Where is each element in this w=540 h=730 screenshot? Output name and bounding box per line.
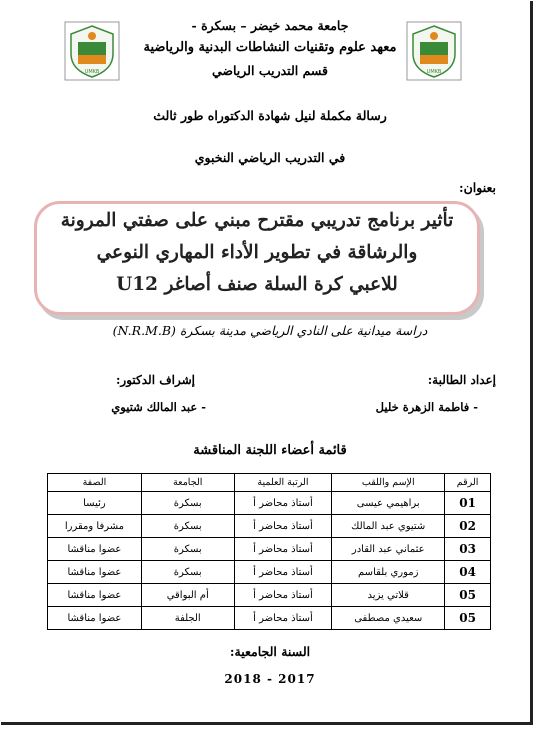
cell-rank: أستاذ محاضر أ xyxy=(234,492,332,515)
title-line-2: والرشاقة في تطوير الأداء المهاري النوعي xyxy=(96,242,418,263)
cell-name: شتيوي عبد المالك xyxy=(332,515,445,538)
cell-university: بسكرة xyxy=(141,561,234,584)
cell-number: 02 xyxy=(445,515,491,538)
cell-role: عضوا مناقشا xyxy=(48,607,142,630)
table-row xyxy=(48,492,491,515)
cell-rank: أستاذ محاضر أ xyxy=(234,561,332,584)
cell-rank: أستاذ محاضر أ xyxy=(234,607,332,630)
cell-rank: أستاذ محاضر أ xyxy=(234,584,332,607)
table-header-row xyxy=(48,474,491,492)
cell-number: 03 xyxy=(445,538,491,561)
cell-role: عضوا مناقشا xyxy=(48,538,142,561)
svg-text:UMKB: UMKB xyxy=(426,69,442,75)
university-name: جامعة محمد خيضر – بسكرة - xyxy=(191,18,349,33)
cell-rank: أستاذ محاضر أ xyxy=(234,515,332,538)
title-line-3: للاعبي كرة السلة صنف أصاغر U12 xyxy=(116,274,398,295)
column-header-rank: الرتبة العلمية xyxy=(234,474,332,492)
table-row xyxy=(48,584,491,607)
title-box xyxy=(34,201,480,315)
cell-university: بسكرة xyxy=(141,538,234,561)
committee-table xyxy=(47,473,491,630)
cell-role: رئيسا xyxy=(48,492,142,515)
cell-name: قلاتي يزيد xyxy=(332,584,445,607)
column-header-university: الجامعة xyxy=(141,474,234,492)
cell-number: 05 xyxy=(445,607,491,630)
title-label: بعنوان: xyxy=(458,180,496,195)
cell-rank: أستاذ محاضر أ xyxy=(234,538,332,561)
supervisor-name: - عبد المالك شتيوي xyxy=(111,400,206,414)
academic-year-label: السنة الجامعية: xyxy=(229,644,311,659)
cell-role: مشرفا ومقررا xyxy=(48,515,142,538)
cell-university: بسكرة xyxy=(141,515,234,538)
prepared-by-label: إعداد الطالبة: xyxy=(427,373,496,387)
table-row xyxy=(48,515,491,538)
cell-number: 04 xyxy=(445,561,491,584)
cell-name: براهيمي عيسى xyxy=(332,492,445,515)
cell-number: 01 xyxy=(445,492,491,515)
cell-name: عثماني عبد القادر xyxy=(332,538,445,561)
svg-text:UMKB: UMKB xyxy=(84,69,100,75)
cell-university: الجلفة xyxy=(141,607,234,630)
cell-name: زموري بلقاسم xyxy=(332,561,445,584)
specialty: في التدريب الرياضي النخبوي xyxy=(194,150,346,165)
table-row xyxy=(48,538,491,561)
cell-role: عضوا مناقشا xyxy=(48,584,142,607)
column-header-number: الرقم xyxy=(445,474,491,492)
department-name: قسم التدريب الرياضي xyxy=(211,63,329,78)
column-header-name: الإسم واللقب xyxy=(332,474,445,492)
cell-university: أم البواقي xyxy=(141,584,234,607)
title-line-1: تأثير برنامج تدريبي مقترح مبني على صفتي المرونة xyxy=(60,210,454,231)
committee-title: قائمة أعضاء اللجنة المناقشة xyxy=(193,443,347,458)
cell-name: سعيدي مصطفى xyxy=(332,607,445,630)
institute-name: معهد علوم وتقنيات النشاطات البدنية والرياضية xyxy=(143,40,397,55)
table-row xyxy=(48,607,491,630)
academic-year: 2018 - 2017 xyxy=(224,672,316,686)
cell-university: بسكرة xyxy=(141,492,234,515)
column-header-role: الصفة xyxy=(48,474,142,492)
thesis-type: رسالة مكملة لنيل شهادة الدكتوراه طور ثالث xyxy=(153,108,387,123)
student-name: - فاطمة الزهرة خليل xyxy=(375,400,478,414)
supervisor-label: إشراف الدكتور: xyxy=(115,373,195,387)
table-row xyxy=(48,561,491,584)
study-subtitle: دراسة ميدانية على النادي الرياضي مدينة بسكرة (N.R.M.B) xyxy=(112,323,428,338)
cell-role: عضوا مناقشا xyxy=(48,561,142,584)
cell-number: 05 xyxy=(445,584,491,607)
